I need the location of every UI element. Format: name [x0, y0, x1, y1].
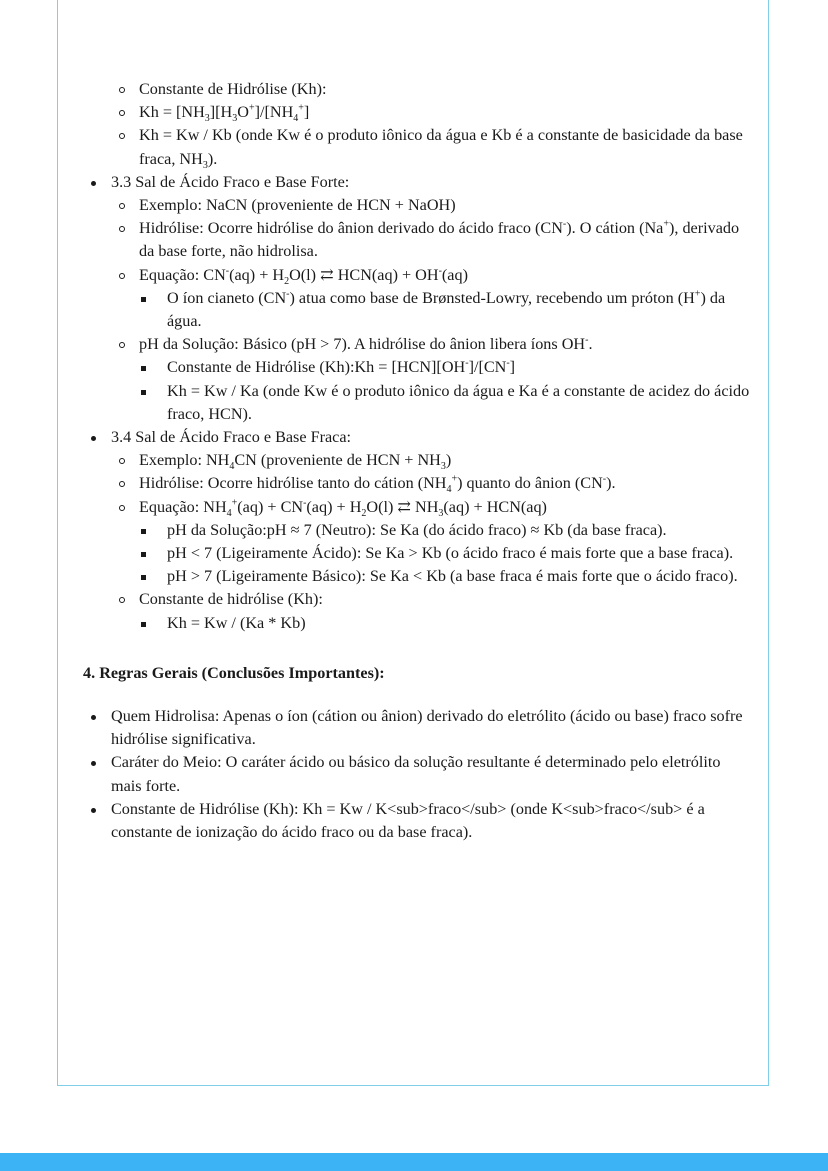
list-item: Hidrólise: Ocorre hidrólise tanto do cátion $(NH_4^+)$ quanto do ânion (CN-).	[111, 472, 753, 495]
section3-3-title: 3.3 Sal de Ácido Fraco e Base Forte:	[111, 172, 350, 191]
section3-2-tail	[83, 78, 753, 171]
sublist	[139, 287, 753, 333]
list-item: Equação: $CN^-(aq) + H_2O(l)$ ⇄ HCN(aq) + OH-(aq) O íon cianeto (CN-) atua como base de Brønsted-Lowry, recebendo um próton (H+) da água.	[111, 264, 753, 334]
list-item: Hidrólise: Ocorre hidrólise do ânion derivado do ácido fraco (CN-). O cátion (Na+), derivado da base forte, não hidrolisa.	[111, 217, 753, 263]
section3-3-items	[111, 194, 753, 426]
list-item: Equação: $NH_4^+(aq) + CN^-(aq) + H_2O(l)$ ⇄ $NH_3(aq) + HCN(aq)$ pH da Solução:pH ≈ 7 (Neutro): Se Ka (do ácido fraco) ≈ Kb (da base fraca). pH < 7 (Ligeiramente Ácido): Se Ka > Kb (o ácido fraco é mais forte que a base fraca). pH > 7 (Ligeiramente Básico): Se Ka < Kb (a base fraca é mais forte que o ácido fraco).	[111, 496, 753, 589]
document-content	[83, 78, 753, 844]
sublist	[139, 612, 753, 635]
list-item: Constante de Hidrólise (Kh): Kh = Kw / K<sub>fraco</sub> (onde K<sub>fraco</sub> é a constante de ionização do ácido fraco ou da base fraca).	[83, 798, 753, 844]
list-item: Quem Hidrolisa: Apenas o íon (cátion ou ânion) derivado do eletrólito (ácido ou base) fraco sofre hidrólise significativa.	[83, 705, 753, 751]
list-item: O íon cianeto (CN-) atua como base de Brønsted-Lowry, recebendo um próton (H+) da água.	[139, 287, 753, 333]
section4-title: 4. Regras Gerais (Conclusões Importantes):	[83, 663, 385, 682]
section3-list	[83, 78, 753, 635]
list-item: $Kh = [NH_3][H_3O^+]/[NH_4^+]$	[111, 101, 753, 124]
list-item	[111, 588, 753, 634]
list-item: Exemplo: NaCN (proveniente de HCN + NaOH)	[111, 194, 753, 217]
list-item: pH da Solução: Básico (pH > 7). A hidrólise do ânion libera íons OH-. Constante de Hidrólise (Kh):Kh = [HCN][OH-]/[CN-] Kh = Kw / Ka (onde Kw é o produto iônico da água e Ka é a constante de acidez do ácido fraco, HCN).	[111, 333, 753, 426]
sublist	[139, 356, 753, 426]
list-item: Constante de Hidrólise (Kh):	[111, 78, 753, 101]
section4-list	[83, 705, 753, 844]
list-item: Constante de Hidrólise (Kh):Kh = [HCN][OH-]/[CN-]	[139, 356, 753, 379]
list-item-text: Constante de hidrólise (Kh):	[139, 590, 323, 609]
section3-3	[83, 171, 753, 426]
kh-list	[111, 78, 753, 171]
list-item: Kh = Kw / (Ka * Kb)	[139, 612, 753, 635]
list-item: pH da Solução:pH ≈ 7 (Neutro): Se Ka (do ácido fraco) ≈ Kb (da base fraca).	[139, 519, 753, 542]
bottom-bar	[0, 1153, 828, 1171]
list-item: Caráter do Meio: O caráter ácido ou básico da solução resultante é determinado pelo eletrólito mais forte.	[83, 751, 753, 797]
sublist	[139, 519, 753, 589]
section3-4	[83, 426, 753, 635]
section3-4-items	[111, 449, 753, 635]
list-item: pH < 7 (Ligeiramente Ácido): Se Ka > Kb (o ácido fraco é mais forte que a base fraca).	[139, 542, 753, 565]
section3-4-title: 3.4 Sal de Ácido Fraco e Base Fraca:	[111, 428, 352, 447]
list-item: Kh = Kw / Ka (onde Kw é o produto iônico da água e Ka é a constante de acidez do ácido fraco, HCN).	[139, 380, 753, 426]
list-item: pH > 7 (Ligeiramente Básico): Se Ka < Kb (a base fraca é mais forte que o ácido fraco).	[139, 565, 753, 588]
list-item: Exemplo: $NH_4CN$ (proveniente de HCN + $NH_3$)	[111, 449, 753, 472]
list-item: Kh = Kw / Kb (onde Kw é o produto iônico da água e Kb é a constante de basicidade da base fraca, $NH_3$).	[111, 124, 753, 170]
